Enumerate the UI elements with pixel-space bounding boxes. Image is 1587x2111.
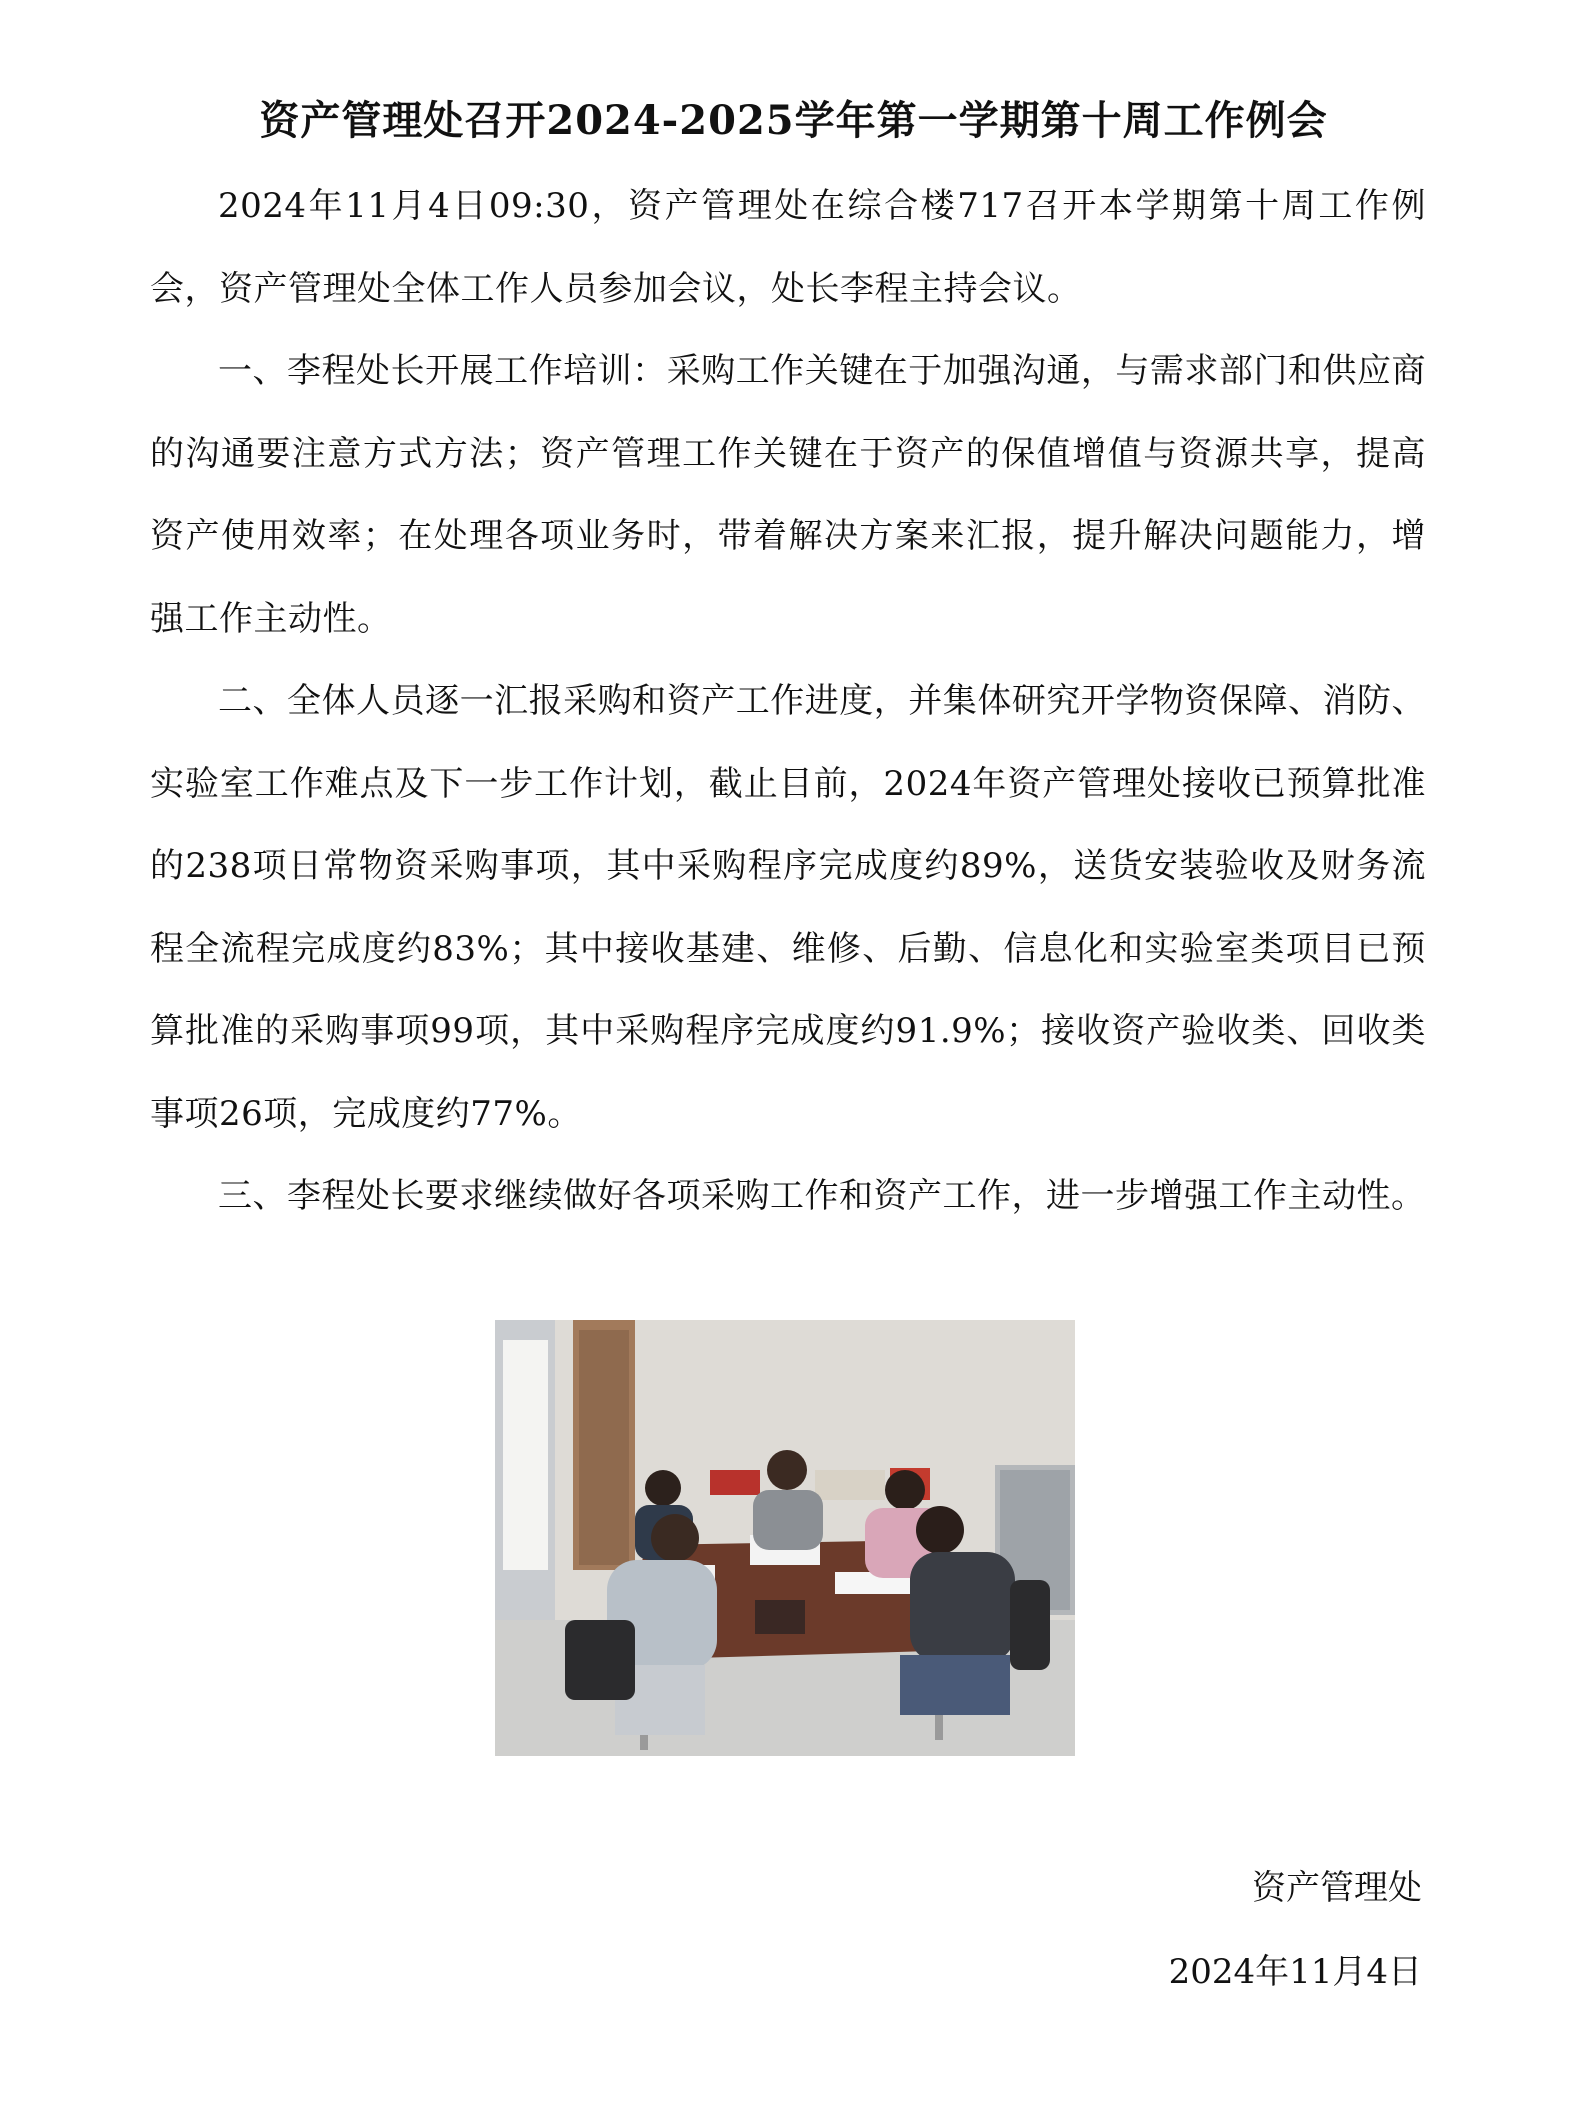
paragraph-progress: 二、全体人员逐一汇报采购和资产工作进度，并集体研究开学物资保障、消防、实验室工作难点及下一步工作计划，截止目前，2024年资产管理处接收已预算批准的238项日常物资采购事项，其中采购程序完成度约89%，送货安装验收及财务流程全流程完成度约83%；其中接收基建、维修、后勤、信息化和实验室类项目已预算批准的采购事项99项，其中采购程序完成度约91.9%；接收资产验收类、回收类事项26项，完成度约77%。 <box>150 681 1426 1134</box>
paragraph-intro: 2024年11月4日09:30，资产管理处在综合楼717召开本学期第十周工作例会，资产管理处全体工作人员参加会议，处长李程主持会议。 <box>150 186 1426 309</box>
document-title: 资产管理处召开2024-2025学年第一学期第十周工作例会 <box>259 97 1328 144</box>
document-body <box>150 165 1426 1238</box>
signature-date: 2024年11月4日 <box>1168 1952 1422 1992</box>
paragraph-requirements: 三、李程处长要求继续做好各项采购工作和资产工作，进一步增强工作主动性。 <box>218 1176 1426 1216</box>
paragraph-training: 一、李程处长开展工作培训：采购工作关键在于加强沟通，与需求部门和供应商的沟通要注意方式方法；资产管理工作关键在于资产的保值增值与资源共享，提高资产使用效率；在处理各项业务时，带着解决方案来汇报，提升解决问题能力，增强工作主动性。 <box>150 351 1426 639</box>
meeting-photo-illustration <box>495 1320 1075 1756</box>
meeting-photo <box>495 1320 1075 1756</box>
signature-organization: 资产管理处 <box>1252 1868 1422 1908</box>
